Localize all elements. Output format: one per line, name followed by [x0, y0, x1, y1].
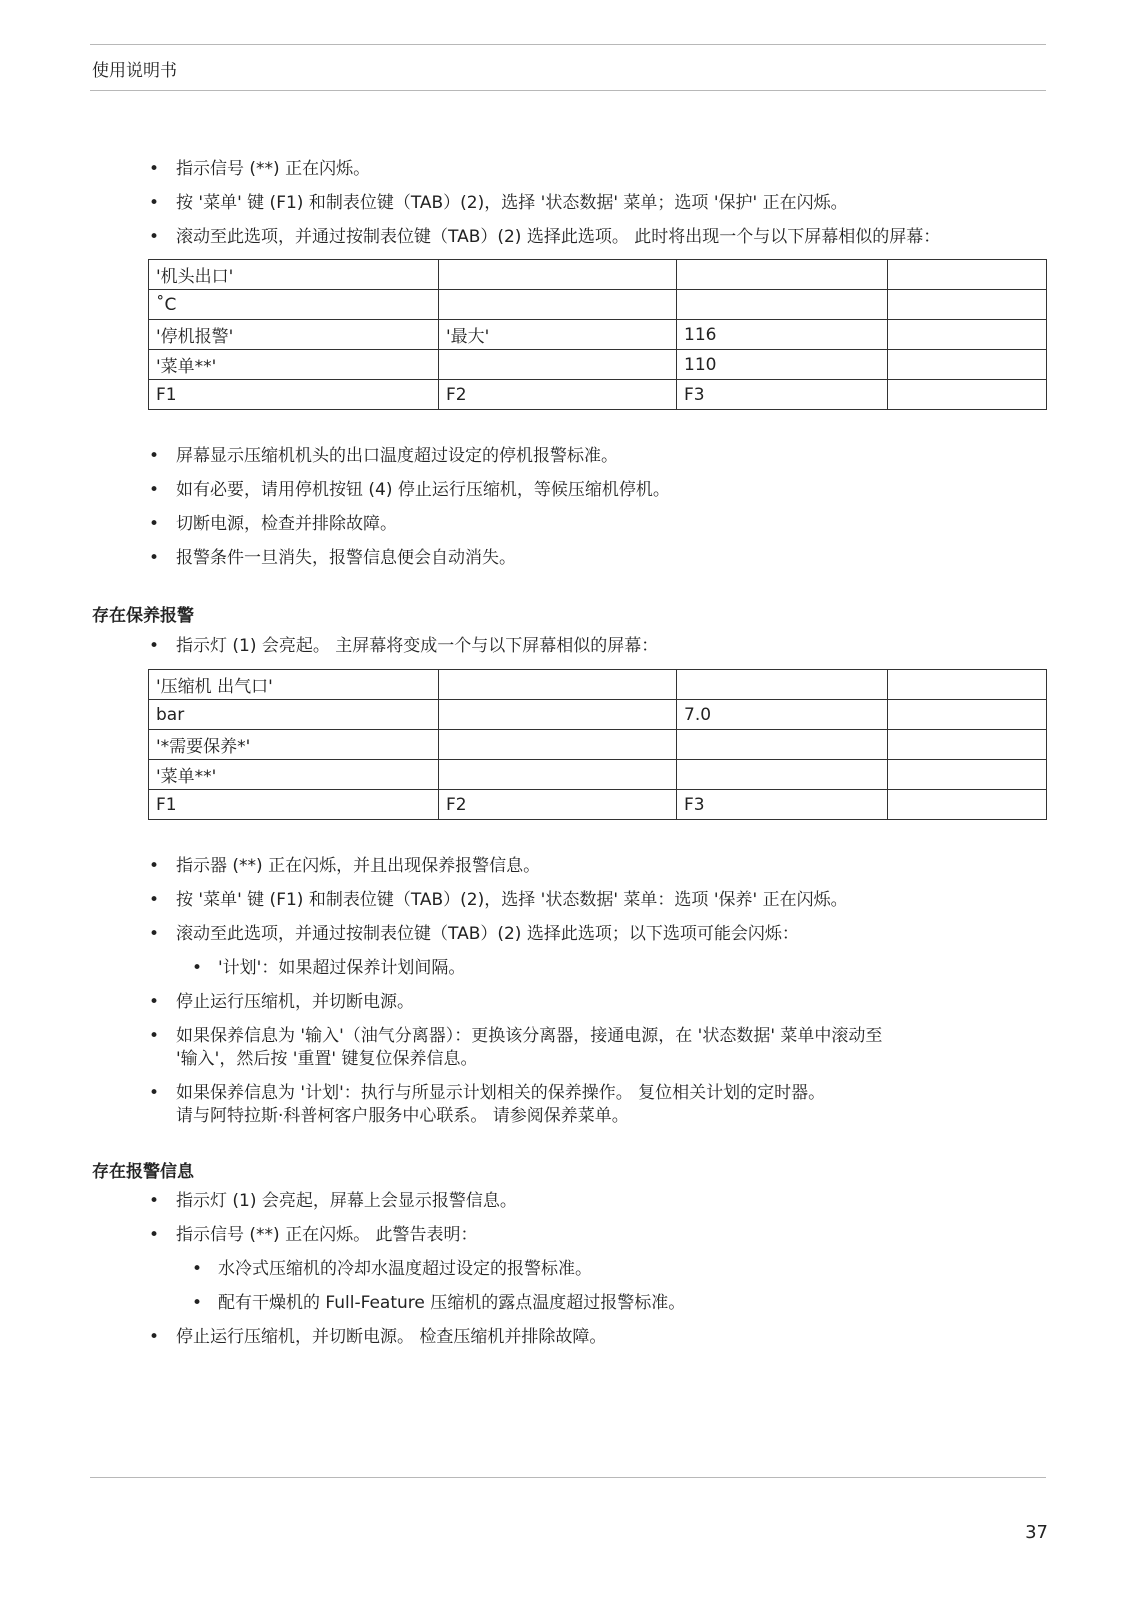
page-number: 37: [1025, 1522, 1048, 1543]
maintenance-screen-table: [148, 669, 1047, 820]
list-item: • 滚动至此选项，并通过按制表位键（TAB）(2) 选择此选项。 此时将出现一个与以下屏幕相似的屏幕：: [0, 226, 1130, 249]
list-item: • 屏幕显示压缩机机头的出口温度超过设定的停机报警标准。: [0, 445, 1130, 468]
table-row: [149, 670, 1047, 700]
list-item-line: • 如果保养信息为 '输入'（油气分离器）：更换该分离器，接通电源，在 '状态数据' 菜单中滚动至: [176, 1026, 883, 1046]
table-cell: F1: [149, 790, 439, 820]
maintenance-steps: [0, 855, 1130, 1139]
table-row: [149, 730, 1047, 760]
alarm-steps: [0, 1190, 1130, 1360]
table-cell: [439, 290, 677, 320]
table-cell: '菜单**': [149, 350, 439, 380]
table-cell: [439, 670, 677, 700]
table-cell: [677, 290, 888, 320]
list-item: • 按 '菜单' 键 (F1) 和制表位键（TAB）(2)，选择 '状态数据' 菜单：选项 '保养' 正在闪烁。: [0, 889, 1130, 912]
table-cell: '机头出口': [149, 260, 439, 290]
sub-list-item: • 配有干燥机的 Full-Feature 压缩机的露点温度超过报警标准。: [0, 1292, 1130, 1315]
sub-list-item: • 水冷式压缩机的冷却水温度超过设定的报警标准。: [0, 1258, 1130, 1281]
table-row: [149, 790, 1047, 820]
list-item: • 指示信号 (**) 正在闪烁。: [0, 158, 1130, 181]
list-item-line: • 如果保养信息为 '计划'：执行与所显示计划相关的保养操作。 复位相关计划的定时器。: [176, 1083, 826, 1103]
footer-rule: [90, 1477, 1046, 1478]
bullet-list: [0, 445, 1130, 570]
bullet-list: [0, 158, 1130, 249]
shutdown-alarm-screen-table: [148, 259, 1047, 410]
table-cell: [677, 730, 888, 760]
table-cell: ˚C: [149, 290, 439, 320]
table-cell: [888, 320, 1047, 350]
table-row: [149, 700, 1047, 730]
bullet-list: [0, 635, 1130, 658]
shutdown-notes: [0, 445, 1130, 581]
table-cell: [439, 260, 677, 290]
header-top-rule: [90, 44, 1046, 45]
table-cell: [888, 260, 1047, 290]
table-cell: [439, 760, 677, 790]
table-cell: [439, 700, 677, 730]
table-row: [149, 290, 1047, 320]
list-item: • 按 '菜单' 键 (F1) 和制表位键（TAB）(2)，选择 '状态数据' 菜单；选项 '保护' 正在闪烁。: [0, 192, 1130, 215]
table-cell: bar: [149, 700, 439, 730]
table-cell: [888, 790, 1047, 820]
table-cell: '*需要保养*': [149, 730, 439, 760]
list-item: [0, 1082, 1130, 1128]
bullet-list: [0, 855, 1130, 1128]
list-item: • 报警条件一旦消失，报警信息便会自动消失。: [0, 547, 1130, 570]
table-cell: [888, 380, 1047, 410]
table-row: [149, 260, 1047, 290]
table-cell: [677, 760, 888, 790]
list-item: • 停止运行压缩机，并切断电源。 检查压缩机并排除故障。: [0, 1326, 1130, 1349]
table-cell: [888, 730, 1047, 760]
list-item: • 指示灯 (1) 会亮起。 主屏幕将变成一个与以下屏幕相似的屏幕：: [0, 635, 1130, 658]
table-cell: [888, 670, 1047, 700]
table-cell: F1: [149, 380, 439, 410]
table-cell: [888, 700, 1047, 730]
table-cell: F2: [439, 380, 677, 410]
table-cell: [439, 730, 677, 760]
maintenance-intro: [0, 635, 1130, 669]
table-cell: '菜单**': [149, 760, 439, 790]
header-title: 使用说明书: [92, 61, 177, 81]
table-cell: [439, 350, 677, 380]
table-cell: '最大': [439, 320, 677, 350]
table-cell: [677, 260, 888, 290]
header-bottom-rule: [90, 90, 1046, 91]
table-cell: F3: [677, 380, 888, 410]
bullet-list: [0, 1190, 1130, 1349]
section-heading-maintenance: 存在保养报警: [92, 606, 194, 626]
list-item: • 指示信号 (**) 正在闪烁。 此警告表明：: [0, 1224, 1130, 1247]
table-row: [149, 380, 1047, 410]
table-cell: [888, 350, 1047, 380]
protection-steps: [0, 158, 1130, 260]
list-item: • 指示器 (**) 正在闪烁，并且出现保养报警信息。: [0, 855, 1130, 878]
table-cell: 7.0: [677, 700, 888, 730]
table-cell: F3: [677, 790, 888, 820]
list-item: • 如有必要，请用停机按钮 (4) 停止运行压缩机，等候压缩机停机。: [0, 479, 1130, 502]
list-item-line: 请与阿特拉斯·科普柯客户服务中心联系。 请参阅保养菜单。: [176, 1106, 629, 1126]
table-cell: [888, 760, 1047, 790]
table-cell: 116: [677, 320, 888, 350]
table-cell: [677, 670, 888, 700]
table-cell: '停机报警': [149, 320, 439, 350]
list-item: • 切断电源，检查并排除故障。: [0, 513, 1130, 536]
section-heading-alarm: 存在报警信息: [92, 1162, 194, 1182]
list-item-line: '输入'，然后按 '重置' 键复位保养信息。: [176, 1049, 478, 1069]
table-cell: '压缩机 出气口': [149, 670, 439, 700]
table-row: [149, 320, 1047, 350]
sub-list-item: • '计划'：如果超过保养计划间隔。: [0, 957, 1130, 980]
list-item: [0, 1025, 1130, 1071]
list-item: • 滚动至此选项，并通过按制表位键（TAB）(2) 选择此选项；以下选项可能会闪烁：: [0, 923, 1130, 946]
table-cell: 110: [677, 350, 888, 380]
table-cell: F2: [439, 790, 677, 820]
table-row: [149, 760, 1047, 790]
table-cell: [888, 290, 1047, 320]
list-item: • 停止运行压缩机，并切断电源。: [0, 991, 1130, 1014]
table-row: [149, 350, 1047, 380]
list-item: • 指示灯 (1) 会亮起，屏幕上会显示报警信息。: [0, 1190, 1130, 1213]
